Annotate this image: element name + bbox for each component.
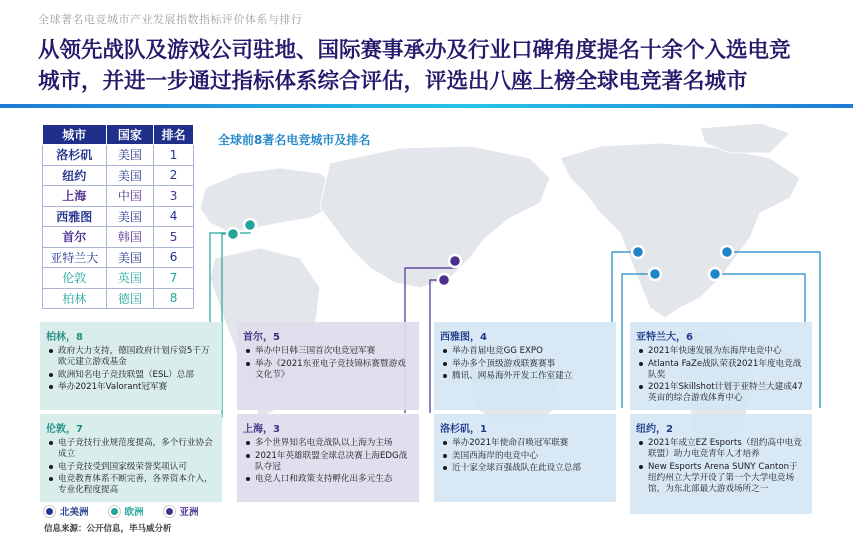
city-marker-atlanta[interactable] bbox=[709, 268, 721, 280]
cell-city: 亚特兰大 bbox=[43, 247, 107, 268]
list-item: 腾讯、网易海外开发工作室建立 bbox=[440, 371, 610, 382]
cell-city: 首尔 bbox=[43, 227, 107, 248]
list-item: 2021年英雄联盟全球总决赛上海EDG战队夺冠 bbox=[243, 451, 413, 473]
cell-country: 美国 bbox=[106, 206, 154, 227]
legend-item-north-america bbox=[44, 504, 89, 518]
city-marker-newyork[interactable] bbox=[721, 246, 733, 258]
cell-city: 柏林 bbox=[43, 288, 107, 309]
headline-line-2: 城市，并进一步通过指标体系综合评估，评选出八座上榜全球电竞著名城市 bbox=[38, 69, 748, 94]
card-title: 上海，3 bbox=[243, 424, 280, 435]
card-seoul bbox=[237, 322, 419, 410]
table-row bbox=[43, 247, 194, 268]
cell-rank: 3 bbox=[154, 186, 194, 207]
headline bbox=[38, 35, 838, 97]
list-item: 举办2021年Valorant冠军赛 bbox=[46, 382, 216, 393]
cell-rank: 6 bbox=[154, 247, 194, 268]
header-rule bbox=[0, 104, 853, 108]
card-berlin bbox=[40, 322, 222, 410]
list-item: 举办2021年使命召唤冠军联赛 bbox=[440, 438, 610, 449]
card-title: 亚特兰大，6 bbox=[636, 332, 693, 343]
list-item: 电子竞技受到国家级荣誉奖项认可 bbox=[46, 462, 216, 473]
card-title: 西雅图，4 bbox=[440, 332, 487, 343]
list-item: 举办中日韩三国首次电竞冠军赛 bbox=[243, 346, 413, 357]
list-item: 举办《2021东亚电子竞技锦标赛暨游戏文化节》 bbox=[243, 359, 413, 381]
source-note: 信息来源：公开信息，毕马威分析 bbox=[44, 524, 172, 534]
cell-country: 中国 bbox=[106, 186, 154, 207]
cell-rank: 7 bbox=[154, 268, 194, 289]
ranking-table bbox=[42, 124, 194, 309]
table-row bbox=[43, 268, 194, 289]
header-city: 城市 bbox=[43, 125, 107, 145]
header-rank: 排名 bbox=[154, 125, 194, 145]
legend-dot-icon bbox=[44, 506, 55, 517]
legend-item-europe bbox=[109, 504, 144, 518]
card-title: 柏林，8 bbox=[46, 332, 83, 343]
cell-city: 纽约 bbox=[43, 165, 107, 186]
city-marker-berlin[interactable] bbox=[244, 219, 256, 231]
cell-rank: 5 bbox=[154, 227, 194, 248]
legend bbox=[44, 504, 199, 518]
header-country: 国家 bbox=[106, 125, 154, 145]
cell-city: 上海 bbox=[43, 186, 107, 207]
legend-dot-icon bbox=[164, 506, 175, 517]
cell-rank: 8 bbox=[154, 288, 194, 309]
list-item: 电竞教育体系不断完善，各界资本介入，专业化程度提高 bbox=[46, 474, 216, 496]
list-item: 电竞人口和政策支持孵化出多元生态 bbox=[243, 474, 413, 485]
table-row bbox=[43, 288, 194, 309]
city-marker-losangeles[interactable] bbox=[649, 268, 661, 280]
legend-label: 北美洲 bbox=[60, 507, 89, 518]
list-item: 多个世界知名电竞战队以上海为主场 bbox=[243, 438, 413, 449]
table-row bbox=[43, 165, 194, 186]
legend-dot-icon bbox=[109, 506, 120, 517]
list-item: 美国西海岸的电竞中心 bbox=[440, 451, 610, 462]
list-item: 电子竞技行业规范度提高，多个行业协会成立 bbox=[46, 438, 216, 460]
cell-country: 美国 bbox=[106, 247, 154, 268]
list-item: 举办多个顶级游戏联赛赛事 bbox=[440, 359, 610, 370]
cell-city: 洛杉矶 bbox=[43, 145, 107, 166]
cell-rank: 4 bbox=[154, 206, 194, 227]
card-title: 首尔，5 bbox=[243, 332, 280, 343]
list-item: 2021年Skillshot计划于亚特兰大建成47英亩的综合游戏体育中心 bbox=[636, 382, 806, 404]
cell-country: 德国 bbox=[106, 288, 154, 309]
city-marker-london[interactable] bbox=[227, 228, 239, 240]
table-row bbox=[43, 206, 194, 227]
city-marker-shanghai[interactable] bbox=[438, 274, 450, 286]
city-marker-seoul[interactable] bbox=[449, 255, 461, 267]
cell-country: 美国 bbox=[106, 165, 154, 186]
card-losangeles bbox=[434, 414, 616, 502]
ranking-table-header bbox=[43, 125, 194, 145]
cell-city: 西雅图 bbox=[43, 206, 107, 227]
card-seattle bbox=[434, 322, 616, 410]
table-row bbox=[43, 227, 194, 248]
list-item: 2021年成立EZ Esports（纽约高中电竞联盟）助力电竞青年人才培养 bbox=[636, 438, 806, 460]
headline-line-1: 从领先战队及游戏公司驻地、国际赛事承办及行业口碑角度提名十余个入选电竞 bbox=[38, 38, 791, 63]
list-item: 欧洲知名电子竞技联盟（ESL）总部 bbox=[46, 370, 216, 381]
city-marker-seattle[interactable] bbox=[632, 246, 644, 258]
list-item: 政府大力支持，德国政府计划斥资5千万欧元建立游戏基金 bbox=[46, 346, 216, 368]
legend-label: 亚洲 bbox=[179, 507, 199, 518]
cell-country: 英国 bbox=[106, 268, 154, 289]
list-item: 举办首届电竞GG EXPO bbox=[440, 346, 610, 357]
map-caption: 全球前8著名电竞城市及排名 bbox=[218, 133, 371, 147]
cell-rank: 1 bbox=[154, 145, 194, 166]
card-title: 洛杉矶，1 bbox=[440, 424, 487, 435]
table-row bbox=[43, 186, 194, 207]
legend-label: 欧洲 bbox=[124, 507, 144, 518]
table-row bbox=[43, 145, 194, 166]
card-london bbox=[40, 414, 222, 502]
cell-rank: 2 bbox=[154, 165, 194, 186]
cell-city: 伦敦 bbox=[43, 268, 107, 289]
list-item: 近十家全球百强战队在此设立总部 bbox=[440, 463, 610, 474]
section-title: 全球著名电竞城市产业发展指数指标评价体系与排行 bbox=[38, 13, 303, 26]
list-item: Atlanta FaZe战队荣获2021年度电竞战队奖 bbox=[636, 359, 806, 381]
cell-country: 韩国 bbox=[106, 227, 154, 248]
card-newyork bbox=[630, 414, 812, 514]
list-item: New Esports Arena SUNY Canton于纽约州立大学开设了第一个大学电竞场馆，为东北部最大游戏场所之一 bbox=[636, 462, 806, 495]
list-item: 2021年快速发展为东海岸电竞中心 bbox=[636, 346, 806, 357]
card-title: 伦敦，7 bbox=[46, 424, 83, 435]
card-atlanta bbox=[630, 322, 812, 410]
legend-item-asia bbox=[164, 504, 199, 518]
card-shanghai bbox=[237, 414, 419, 502]
card-title: 纽约，2 bbox=[636, 424, 673, 435]
cell-country: 美国 bbox=[106, 145, 154, 166]
